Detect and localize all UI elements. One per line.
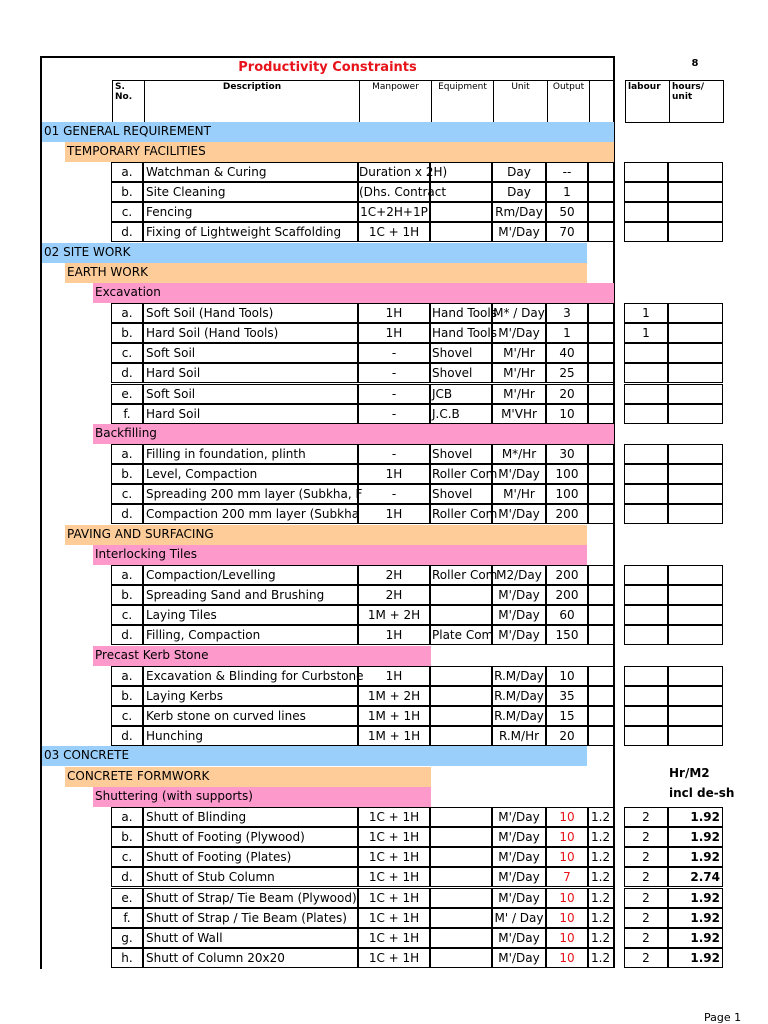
cell-hours bbox=[668, 343, 723, 363]
cell-labour: 2 bbox=[624, 928, 668, 948]
cell-eq: Shovel bbox=[430, 444, 492, 464]
cell-eq bbox=[430, 948, 492, 968]
cell-out: 200 bbox=[546, 504, 588, 524]
cell-labour bbox=[624, 565, 668, 585]
cell-eq bbox=[430, 706, 492, 726]
cell-sno: c. bbox=[111, 847, 143, 867]
cell-out: 200 bbox=[546, 585, 588, 605]
cell-out: 7 bbox=[546, 867, 588, 887]
cell-hours: 1.92 bbox=[668, 948, 723, 968]
cell-unit: M' / Day bbox=[492, 908, 546, 928]
cell-labour bbox=[624, 162, 668, 182]
cell-sno: c. bbox=[111, 706, 143, 726]
cell-hours: 2.74 bbox=[668, 867, 723, 887]
cell-desc: Shutt of Strap / Tie Beam (Plates) bbox=[143, 908, 358, 928]
cell-desc: Shutt of Stub Column bbox=[143, 867, 358, 887]
cell-eq bbox=[430, 222, 492, 242]
header-extra bbox=[589, 80, 615, 123]
cell-labour: 2 bbox=[624, 948, 668, 968]
cell-hours bbox=[668, 222, 723, 242]
cell-man: 1M + 1H bbox=[358, 706, 430, 726]
cell-unit: M'/Day bbox=[492, 948, 546, 968]
cell-unit: M'/Hr bbox=[492, 343, 546, 363]
cell-desc: Shutt of Blinding bbox=[143, 807, 358, 827]
cell-eq: Hand Tools bbox=[430, 303, 492, 323]
cell-eq bbox=[430, 928, 492, 948]
section-earth-work: EARTH WORK bbox=[65, 263, 587, 283]
cell-unit: Day bbox=[492, 182, 546, 202]
cell-labour bbox=[624, 504, 668, 524]
section-concrete: 03 CONCRETE bbox=[42, 746, 587, 766]
cell-hours bbox=[668, 666, 723, 686]
cell-eq bbox=[430, 847, 492, 867]
cell-x bbox=[588, 222, 615, 242]
cell-sno: d. bbox=[111, 504, 143, 524]
cell-out: 10 bbox=[546, 404, 588, 424]
section-site-work: 02 SITE WORK bbox=[42, 243, 587, 263]
cell-unit: M'/Hr bbox=[492, 363, 546, 383]
cell-labour bbox=[624, 585, 668, 605]
cell-man: 2H bbox=[358, 565, 430, 585]
cell-man: 1H bbox=[358, 323, 430, 343]
cell-desc: Hard Soil bbox=[143, 363, 358, 383]
cell-labour bbox=[624, 202, 668, 222]
cell-man: 1C + 1H bbox=[358, 847, 430, 867]
cell-man: 1M + 2H bbox=[358, 686, 430, 706]
cell-labour bbox=[624, 625, 668, 645]
cell-desc: Compaction/Levelling bbox=[143, 565, 358, 585]
cell-unit: M'/Day bbox=[492, 222, 546, 242]
cell-sno: a. bbox=[111, 565, 143, 585]
cell-man: - bbox=[358, 404, 430, 424]
cell-x bbox=[588, 363, 615, 383]
page-footer: Page 1 bbox=[704, 1011, 742, 1024]
cell-desc: Shutt of Column 20x20 bbox=[143, 948, 358, 968]
cell-desc: Shutt of Footing (Plates) bbox=[143, 847, 358, 867]
cell-out: 100 bbox=[546, 484, 588, 504]
cell-out: 10 bbox=[546, 807, 588, 827]
cell-sno: c. bbox=[111, 484, 143, 504]
cell-out: 200 bbox=[546, 565, 588, 585]
cell-out: 10 bbox=[546, 827, 588, 847]
cell-labour: 2 bbox=[624, 827, 668, 847]
cell-labour bbox=[624, 404, 668, 424]
cell-desc: Filling, Compaction bbox=[143, 625, 358, 645]
cell-labour bbox=[624, 605, 668, 625]
cell-unit: M'/Day bbox=[492, 585, 546, 605]
cell-eq bbox=[430, 726, 492, 746]
cell-eq bbox=[430, 202, 492, 222]
cell-man: 1C + 1H bbox=[358, 222, 430, 242]
cell-out: 20 bbox=[546, 384, 588, 404]
cell-out: 15 bbox=[546, 706, 588, 726]
cell-unit: M'/Day bbox=[492, 625, 546, 645]
header-equipment: Equipment bbox=[431, 80, 494, 123]
cell-man: 1H bbox=[358, 504, 430, 524]
cell-hours bbox=[668, 504, 723, 524]
cell-man: (Dhs. Contract bbox=[358, 182, 430, 202]
cell-eq bbox=[430, 827, 492, 847]
cell-unit: M'VHr bbox=[492, 404, 546, 424]
cell-labour bbox=[624, 182, 668, 202]
cell-desc: Soft Soil bbox=[143, 343, 358, 363]
cell-labour: 2 bbox=[624, 847, 668, 867]
cell-man: - bbox=[358, 444, 430, 464]
cell-unit: M'/Day bbox=[492, 605, 546, 625]
cell-eq bbox=[430, 686, 492, 706]
cell-out: 35 bbox=[546, 686, 588, 706]
cell-x: 1.2 bbox=[588, 867, 615, 887]
cell-sno: h. bbox=[111, 948, 143, 968]
cell-labour: 2 bbox=[624, 908, 668, 928]
cell-eq: Plate Com bbox=[430, 625, 492, 645]
section-excavation: Excavation bbox=[93, 283, 614, 303]
cell-labour bbox=[624, 444, 668, 464]
cell-labour: 2 bbox=[624, 888, 668, 908]
cell-desc: Spreading Sand and Brushing bbox=[143, 585, 358, 605]
cell-labour bbox=[624, 363, 668, 383]
cell-hours bbox=[668, 202, 723, 222]
cell-hours bbox=[668, 303, 723, 323]
cell-desc: Hard Soil (Hand Tools) bbox=[143, 323, 358, 343]
cell-hours bbox=[668, 444, 723, 464]
cell-desc: Shutt of Strap/ Tie Beam (Plywood) bbox=[143, 888, 358, 908]
cell-eq bbox=[430, 888, 492, 908]
cell-unit: M'/Day bbox=[492, 827, 546, 847]
cell-sno: b. bbox=[111, 464, 143, 484]
cell-man: 1C + 1H bbox=[358, 827, 430, 847]
cell-hours: 1.92 bbox=[668, 807, 723, 827]
cell-sno: d. bbox=[111, 222, 143, 242]
cell-man: 1M + 1H bbox=[358, 726, 430, 746]
header-sno: S. No. bbox=[112, 80, 145, 123]
cell-eq: Shovel bbox=[430, 484, 492, 504]
cell-man: 1H bbox=[358, 666, 430, 686]
cell-hours bbox=[668, 162, 723, 182]
cell-x bbox=[588, 605, 615, 625]
cell-hours bbox=[668, 686, 723, 706]
cell-out: 40 bbox=[546, 343, 588, 363]
cell-man: 1C + 1H bbox=[358, 888, 430, 908]
cell-x bbox=[588, 384, 615, 404]
cell-desc: Laying Tiles bbox=[143, 605, 358, 625]
section-general-requirement: 01 GENERAL REQUIREMENT bbox=[42, 122, 614, 142]
cell-eq bbox=[430, 807, 492, 827]
cell-man: 1C + 1H bbox=[358, 867, 430, 887]
cell-x bbox=[588, 444, 615, 464]
cell-eq bbox=[430, 585, 492, 605]
cell-out: 10 bbox=[546, 948, 588, 968]
cell-desc: Hard Soil bbox=[143, 404, 358, 424]
cell-man: 1C + 1H bbox=[358, 928, 430, 948]
cell-unit: Day bbox=[492, 162, 546, 182]
cell-unit: M'/Day bbox=[492, 888, 546, 908]
cell-hours bbox=[668, 565, 723, 585]
cell-x bbox=[588, 303, 615, 323]
cell-labour: 1 bbox=[624, 323, 668, 343]
cell-man: 1C + 1H bbox=[358, 807, 430, 827]
cell-hours bbox=[668, 182, 723, 202]
cell-man: Duration x 2H) bbox=[358, 162, 430, 182]
cell-unit: R.M/Day bbox=[492, 706, 546, 726]
cell-eq bbox=[430, 908, 492, 928]
cell-man: 2H bbox=[358, 585, 430, 605]
cell-desc: Kerb stone on curved lines bbox=[143, 706, 358, 726]
cell-sno: b. bbox=[111, 182, 143, 202]
cell-hours bbox=[668, 605, 723, 625]
top-page-number: 8 bbox=[691, 58, 699, 69]
cell-sno: c. bbox=[111, 202, 143, 222]
cell-x bbox=[588, 484, 615, 504]
cell-sno: a. bbox=[111, 303, 143, 323]
cell-x: 1.2 bbox=[588, 847, 615, 867]
section-interlocking-tiles: Interlocking Tiles bbox=[93, 545, 587, 565]
cell-labour bbox=[624, 464, 668, 484]
cell-man: 1C+2H+1P bbox=[358, 202, 430, 222]
cell-out: 10 bbox=[546, 928, 588, 948]
note-incl-de-sh: incl de-sh bbox=[669, 786, 735, 800]
cell-man: - bbox=[358, 484, 430, 504]
cell-x bbox=[588, 686, 615, 706]
note-hr-m2: Hr/M2 bbox=[669, 766, 710, 780]
header-labour: labour bbox=[625, 80, 670, 123]
cell-out: 10 bbox=[546, 847, 588, 867]
section-concrete-formwork: CONCRETE FORMWORK bbox=[65, 767, 431, 787]
cell-eq: Shovel bbox=[430, 343, 492, 363]
cell-hours: 1.92 bbox=[668, 908, 723, 928]
cell-out: 150 bbox=[546, 625, 588, 645]
cell-labour: 2 bbox=[624, 807, 668, 827]
cell-eq bbox=[430, 162, 492, 182]
cell-out: 10 bbox=[546, 666, 588, 686]
cell-man: - bbox=[358, 384, 430, 404]
cell-x bbox=[588, 343, 615, 363]
cell-eq: Shovel bbox=[430, 363, 492, 383]
cell-eq bbox=[430, 867, 492, 887]
cell-eq: J.C.B bbox=[430, 404, 492, 424]
cell-sno: a. bbox=[111, 444, 143, 464]
cell-sno: c. bbox=[111, 343, 143, 363]
cell-desc: Soft Soil bbox=[143, 384, 358, 404]
cell-sno: a. bbox=[111, 162, 143, 182]
cell-unit: M*/Hr bbox=[492, 444, 546, 464]
cell-sno: e. bbox=[111, 384, 143, 404]
cell-man: - bbox=[358, 343, 430, 363]
cell-labour bbox=[624, 706, 668, 726]
section-paving-surfacing: PAVING AND SURFACING bbox=[65, 525, 587, 545]
cell-unit: M'/Day bbox=[492, 464, 546, 484]
cell-sno: c. bbox=[111, 605, 143, 625]
cell-out: 10 bbox=[546, 888, 588, 908]
cell-out: 1 bbox=[546, 182, 588, 202]
cell-out: -- bbox=[546, 162, 588, 182]
cell-sno: a. bbox=[111, 666, 143, 686]
cell-sno: b. bbox=[111, 686, 143, 706]
header-manpower: Manpower bbox=[359, 80, 432, 123]
cell-hours: 1.92 bbox=[668, 928, 723, 948]
cell-sno: f. bbox=[111, 908, 143, 928]
cell-desc: Soft Soil (Hand Tools) bbox=[143, 303, 358, 323]
cell-x: 1.2 bbox=[588, 827, 615, 847]
cell-x bbox=[588, 202, 615, 222]
cell-eq: Roller Com bbox=[430, 565, 492, 585]
header-description: Description bbox=[144, 80, 360, 123]
cell-x: 1.2 bbox=[588, 948, 615, 968]
cell-eq: JCB bbox=[430, 384, 492, 404]
cell-unit: M* / Day bbox=[492, 303, 546, 323]
cell-man: 1H bbox=[358, 625, 430, 645]
cell-x bbox=[588, 464, 615, 484]
cell-man: 1C + 1H bbox=[358, 948, 430, 968]
cell-desc: Watchman & Curing bbox=[143, 162, 358, 182]
cell-sno: a. bbox=[111, 807, 143, 827]
cell-x bbox=[588, 565, 615, 585]
cell-hours bbox=[668, 464, 723, 484]
cell-man: 1C + 1H bbox=[358, 908, 430, 928]
cell-desc: Level, Compaction bbox=[143, 464, 358, 484]
cell-hours bbox=[668, 384, 723, 404]
cell-hours: 1.92 bbox=[668, 827, 723, 847]
cell-man: 1M + 2H bbox=[358, 605, 430, 625]
cell-unit: R.M/Day bbox=[492, 686, 546, 706]
cell-sno: d. bbox=[111, 726, 143, 746]
cell-out: 30 bbox=[546, 444, 588, 464]
cell-sno: b. bbox=[111, 585, 143, 605]
cell-sno: d. bbox=[111, 363, 143, 383]
cell-x: 1.2 bbox=[588, 908, 615, 928]
cell-hours bbox=[668, 726, 723, 746]
page-title: Productivity Constraints bbox=[238, 60, 417, 75]
cell-man: - bbox=[358, 363, 430, 383]
cell-sno: e. bbox=[111, 888, 143, 908]
cell-unit: Rm/Day bbox=[492, 202, 546, 222]
sheet-left-border-ext bbox=[40, 945, 42, 969]
cell-desc: Shutt of Wall bbox=[143, 928, 358, 948]
cell-hours: 1.92 bbox=[668, 888, 723, 908]
cell-labour bbox=[624, 666, 668, 686]
header-unit: Unit bbox=[493, 80, 548, 123]
cell-hours bbox=[668, 363, 723, 383]
cell-labour bbox=[624, 484, 668, 504]
cell-unit: M'/Day bbox=[492, 323, 546, 343]
cell-hours bbox=[668, 585, 723, 605]
cell-labour: 1 bbox=[624, 303, 668, 323]
cell-x: 1.2 bbox=[588, 888, 615, 908]
cell-out: 20 bbox=[546, 726, 588, 746]
cell-x bbox=[588, 182, 615, 202]
cell-labour: 2 bbox=[624, 867, 668, 887]
cell-desc: Fencing bbox=[143, 202, 358, 222]
cell-out: 50 bbox=[546, 202, 588, 222]
cell-desc: Excavation & Blinding for Curbstone bbox=[143, 666, 358, 686]
cell-sno: b. bbox=[111, 323, 143, 343]
cell-x bbox=[588, 323, 615, 343]
cell-desc: Site Cleaning bbox=[143, 182, 358, 202]
cell-x: 1.2 bbox=[588, 807, 615, 827]
cell-unit: M'/Day bbox=[492, 928, 546, 948]
header-hours-unit: hours/ unit bbox=[669, 80, 724, 123]
section-shuttering: Shuttering (with supports) bbox=[93, 787, 431, 807]
section-temporary-facilities: TEMPORARY FACILITIES bbox=[65, 142, 614, 162]
cell-sno: d. bbox=[111, 867, 143, 887]
cell-unit: M'/Day bbox=[492, 847, 546, 867]
cell-out: 70 bbox=[546, 222, 588, 242]
cell-unit: M'/Day bbox=[492, 867, 546, 887]
cell-desc: Shutt of Footing (Plywood) bbox=[143, 827, 358, 847]
cell-x bbox=[588, 726, 615, 746]
cell-x bbox=[588, 404, 615, 424]
cell-eq bbox=[430, 666, 492, 686]
cell-unit: M'/Hr bbox=[492, 484, 546, 504]
cell-sno: b. bbox=[111, 827, 143, 847]
cell-x bbox=[588, 585, 615, 605]
cell-out: 10 bbox=[546, 908, 588, 928]
cell-unit: M'/Day bbox=[492, 807, 546, 827]
cell-desc: Laying Kerbs bbox=[143, 686, 358, 706]
cell-desc: Hunching bbox=[143, 726, 358, 746]
cell-x bbox=[588, 666, 615, 686]
cell-out: 3 bbox=[546, 303, 588, 323]
cell-unit: R.M/Day bbox=[492, 666, 546, 686]
cell-x bbox=[588, 162, 615, 182]
cell-out: 100 bbox=[546, 464, 588, 484]
cell-unit: M2/Day bbox=[492, 565, 546, 585]
section-precast-kerb-stone: Precast Kerb Stone bbox=[93, 646, 431, 666]
cell-x bbox=[588, 504, 615, 524]
cell-hours bbox=[668, 706, 723, 726]
cell-labour bbox=[624, 222, 668, 242]
cell-eq bbox=[430, 605, 492, 625]
cell-hours bbox=[668, 484, 723, 504]
cell-man: 1H bbox=[358, 464, 430, 484]
cell-hours bbox=[668, 323, 723, 343]
cell-eq bbox=[430, 182, 492, 202]
cell-man: 1H bbox=[358, 303, 430, 323]
cell-x bbox=[588, 625, 615, 645]
cell-labour bbox=[624, 343, 668, 363]
cell-hours bbox=[668, 625, 723, 645]
cell-out: 25 bbox=[546, 363, 588, 383]
cell-labour bbox=[624, 726, 668, 746]
cell-labour bbox=[624, 384, 668, 404]
cell-desc: Filling in foundation, plinth bbox=[143, 444, 358, 464]
cell-x bbox=[588, 706, 615, 726]
cell-sno: f. bbox=[111, 404, 143, 424]
cell-labour bbox=[624, 686, 668, 706]
section-backfilling: Backfilling bbox=[93, 424, 614, 444]
cell-out: 1 bbox=[546, 323, 588, 343]
cell-hours: 1.92 bbox=[668, 847, 723, 867]
cell-hours bbox=[668, 404, 723, 424]
header-output: Output bbox=[547, 80, 590, 123]
cell-out: 60 bbox=[546, 605, 588, 625]
cell-eq: Hand Tools bbox=[430, 323, 492, 343]
cell-sno: g. bbox=[111, 928, 143, 948]
cell-desc: Spreading 200 mm layer (Subkha, F bbox=[143, 484, 358, 504]
cell-desc: Fixing of Lightweight Scaffolding bbox=[143, 222, 358, 242]
cell-unit: M'/Day bbox=[492, 504, 546, 524]
cell-eq: Roller Com bbox=[430, 464, 492, 484]
cell-desc: Compaction 200 mm layer (Subkha bbox=[143, 504, 358, 524]
cell-x: 1.2 bbox=[588, 928, 615, 948]
cell-eq: Roller Com bbox=[430, 504, 492, 524]
cell-unit: R.M/Hr bbox=[492, 726, 546, 746]
cell-sno: d. bbox=[111, 625, 143, 645]
cell-unit: M'/Hr bbox=[492, 384, 546, 404]
